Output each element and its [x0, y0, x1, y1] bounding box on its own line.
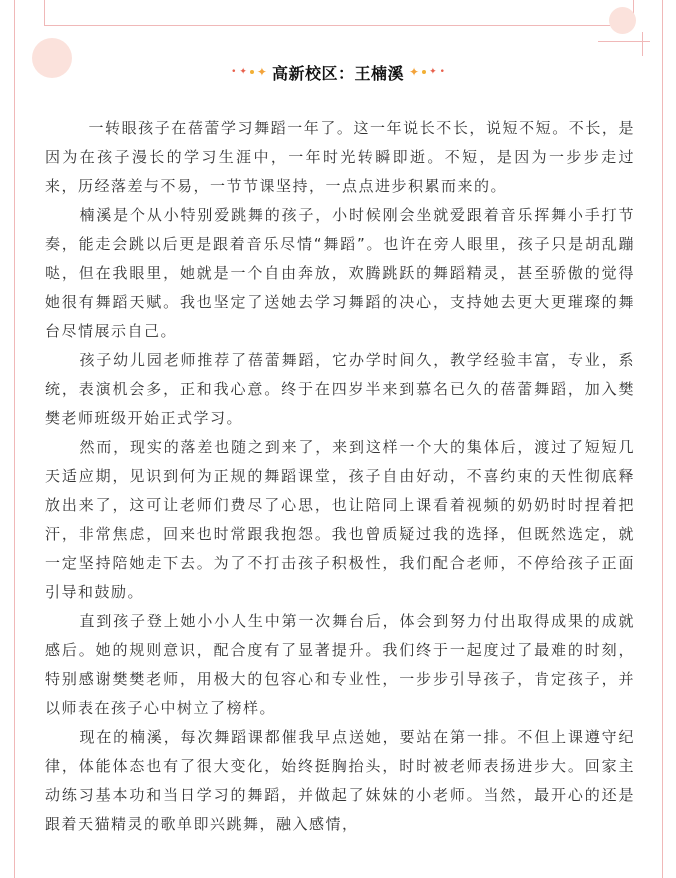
sparkle-icon: •: [231, 66, 237, 77]
page-title: 高新校区：王楠溪: [271, 63, 404, 83]
dot-icon: [422, 70, 426, 74]
paragraph: 然而，现实的落差也随之到来了，来到这样一个大的集体后，渡过了短短几天适应期，见识到何为正规的舞蹈课堂，孩子自由好动，不喜约束的天性彻底释放出来了，这可让老师们费尽了心思，也让陪同上课看着视频的奶奶时时捏着把汗，非常焦虑，回来也时常跟我抱怨。我也曾质疑过我的选择，但既然选定，就一定坚持陪她走下去。为了不打击孩子积极性，我们配合老师，不停给孩子正面引导和鼓励。: [45, 438, 635, 601]
decorative-circle-right: [609, 7, 636, 34]
sparkle-icon: ✦: [256, 65, 267, 79]
title-banner: [0, 58, 676, 86]
sparkle-left-group: [231, 66, 267, 78]
paragraph: 一转眼孩子在蓓蕾学习舞蹈一年了。这一年说长不长，说短不短。不长，是因为在孩子漫长的学习生涯中，一年时光转瞬即逝。不短，是因为一步步走过来，历经落差与不易，一节节课坚持，一点点进步积累而来的。: [45, 119, 635, 195]
top-frame-box: [44, 0, 634, 26]
paragraph: 直到孩子登上她小小人生中第一次舞台后，体会到努力付出取得成果的成就感后。她的规则意识，配合度有了显著提升。我们终于一起度过了最难的时刻，特别感谢樊樊老师，用极大的包容心和专业性，一步步引导孩子，肯定孩子，并以师表在孩子心中树立了榜样。: [45, 612, 635, 717]
sparkle-right-group: [409, 66, 445, 78]
dot-icon: [250, 70, 254, 74]
paragraph: 楠溪是个从小特别爱跳舞的孩子，小时候刚会坐就爱跟着音乐挥舞小手打节奏，能走会跳以后更是跟着音乐尽情“舞蹈”。也许在旁人眼里，孩子只是胡乱蹦哒，但在我眼里，她就是一个自由奔放，欢腾跳跃的舞蹈精灵，甚至骄傲的觉得她很有舞蹈天赋。我也坚定了送她去学习舞蹈的决心，支持她去更大更璀璨的舞台尽情展示自己。: [45, 206, 635, 340]
paragraph: 现在的楠溪，每次舞蹈课都催我早点送她，要站在第一排。不但上课遵守纪律，体能体态也有了很大变化，始终挺胸抬头，时时被老师表扬进步大。回家主动练习基本功和当日学习的舞蹈，并做起了妹妹的小老师。当然，最开心的还是跟着天猫精灵的歌单即兴跳舞，融入感情，: [45, 728, 635, 833]
sparkle-icon: ✦: [239, 66, 247, 77]
sparkle-icon: ✦: [429, 66, 437, 77]
article-body: [45, 114, 635, 839]
decorative-line: [642, 32, 643, 56]
paragraph: 孩子幼儿园老师推荐了蓓蕾舞蹈，它办学时间久，教学经验丰富，专业，系统，表演机会多，正和我心意。终于在四岁半来到慕名已久的蓓蕾舞蹈，加入樊樊老师班级开始正式学习。: [45, 351, 635, 427]
sparkle-icon: ✦: [409, 65, 420, 79]
sparkle-icon: •: [439, 66, 445, 77]
